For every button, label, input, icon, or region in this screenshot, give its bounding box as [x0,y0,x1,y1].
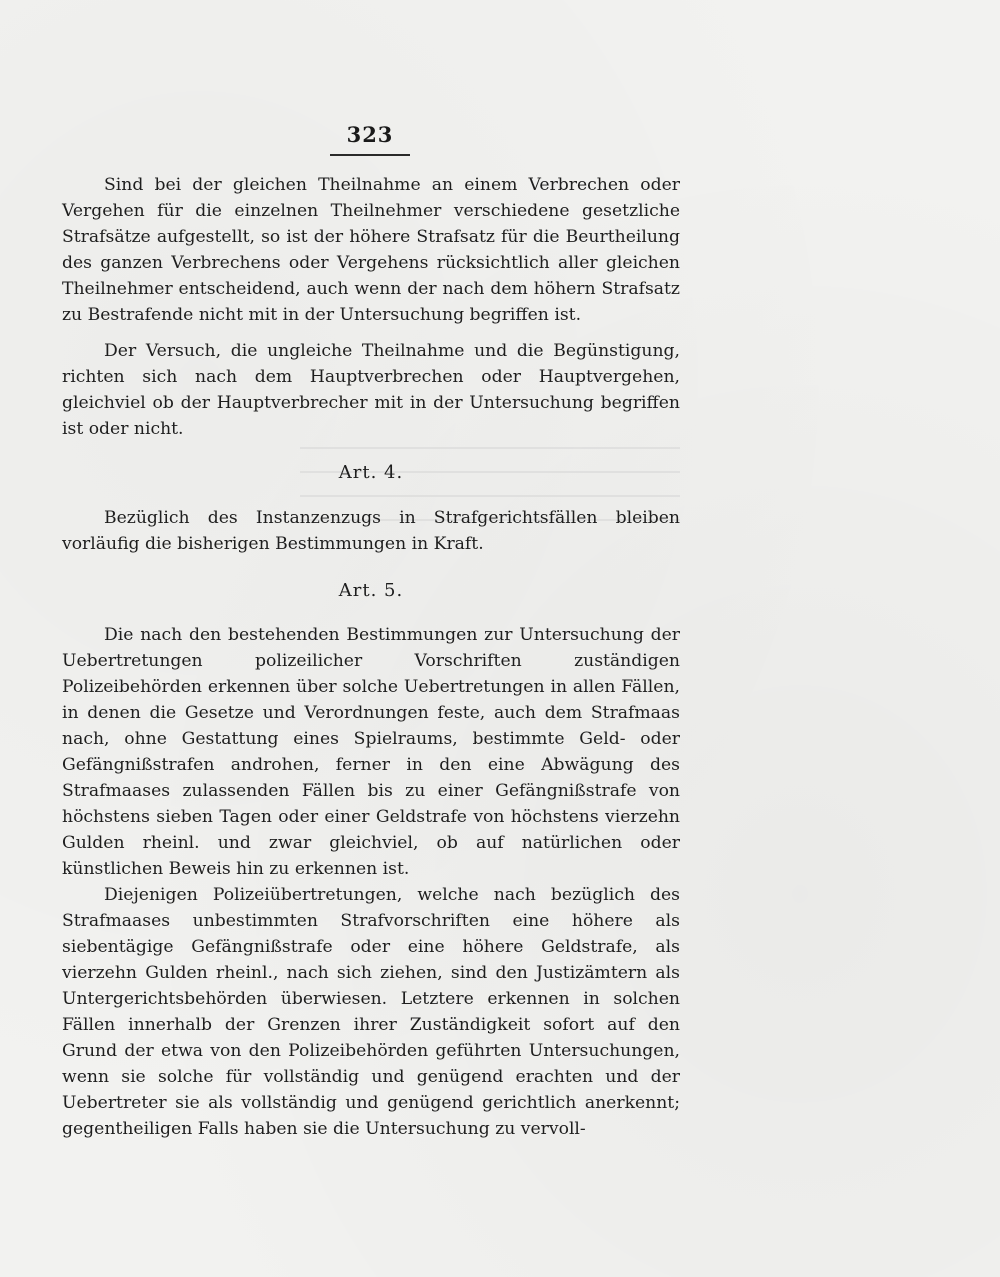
article-5-heading: Art. 5. [338,580,404,601]
paragraph-3: Bezüglich des Instanzenzugs in Strafgerichtsfällen bleiben vorläufig die bisherigen Bestimmungen in Kraft. [62,508,680,554]
paragraph-4: Die nach den bestehenden Bestimmungen zur Untersuchung der Uebertretungen polizeilicher Vorschriften zuständigen Polizeibehörden erkennen über solche Uebertretungen in allen Fällen, in denen die Gesetze und Verordnungen feste, auch dem Strafmaas nach, ohne Gestattung eines Spielraums, bestimmte Geld- oder Gefängnißstrafen androhen, ferner in den eine Abwägung des Strafmaases zulassenden Fällen bis zu einer Gefängnißstrafe von höchstens sieben Tagen oder einer Geldstrafe von höchstens vierzehn Gulden rheinl. und zwar gleichviel, ob auf natürlichen oder künstlichen Beweis hin zu erkennen ist. [62,625,680,879]
paragraph-2: Der Versuch, die ungleiche Theilnahme und die Begünstigung, richten sich nach dem Hauptverbrechen oder Hauptvergehen, gleichviel ob der Hauptverbrecher mit in der Untersuchung begriffen ist oder nicht. [62,341,680,439]
page-number: 323 [346,122,394,147]
paragraph-block-1 [62,172,680,328]
paragraph-block-4 [62,622,680,1142]
paragraph-block-2 [62,338,680,442]
paragraph-1: Sind bei der gleichen Theilnahme an einem Verbrechen oder Vergehen für die einzelnen Theilnehmer verschiedene gesetzliche Strafsätze aufgestellt, so ist der höhere Strafsatz für die Beurtheilung des ganzen Verbrechens oder Vergehens rücksichtlich aller gleichen Theilnehmer entscheidend, auch wenn der nach dem höhern Strafsatz zu Bestrafende nicht mit in der Untersuchung begriffen ist. [62,175,680,325]
article-4-heading: Art. 4. [338,462,404,483]
paragraph-5: Diejenigen Polizeiübertretungen, welche nach bezüglich des Strafmaases unbestimmten Strafvorschriften eine höhere als siebentägige Gefängnißstrafe oder eine höhere Geldstrafe, als vierzehn Gulden rheinl., nach sich ziehen, sind den Justizämtern als Untergerichtsbehörden überwiesen. Letztere erkennen in solchen Fällen innerhalb der Grenzen ihrer Zuständigkeit sofort auf den Grund der etwa von den Polizeibehörden geführten Untersuchungen, wenn sie solche für vollständig und genügend erachten und der Uebertreter sie als vollständig und genügend gerichtlich anerkennt; gegentheiligen Falls haben sie die Untersuchung zu vervoll- [62,885,680,1139]
page-number-rule [330,154,410,156]
paragraph-block-3 [62,505,680,557]
